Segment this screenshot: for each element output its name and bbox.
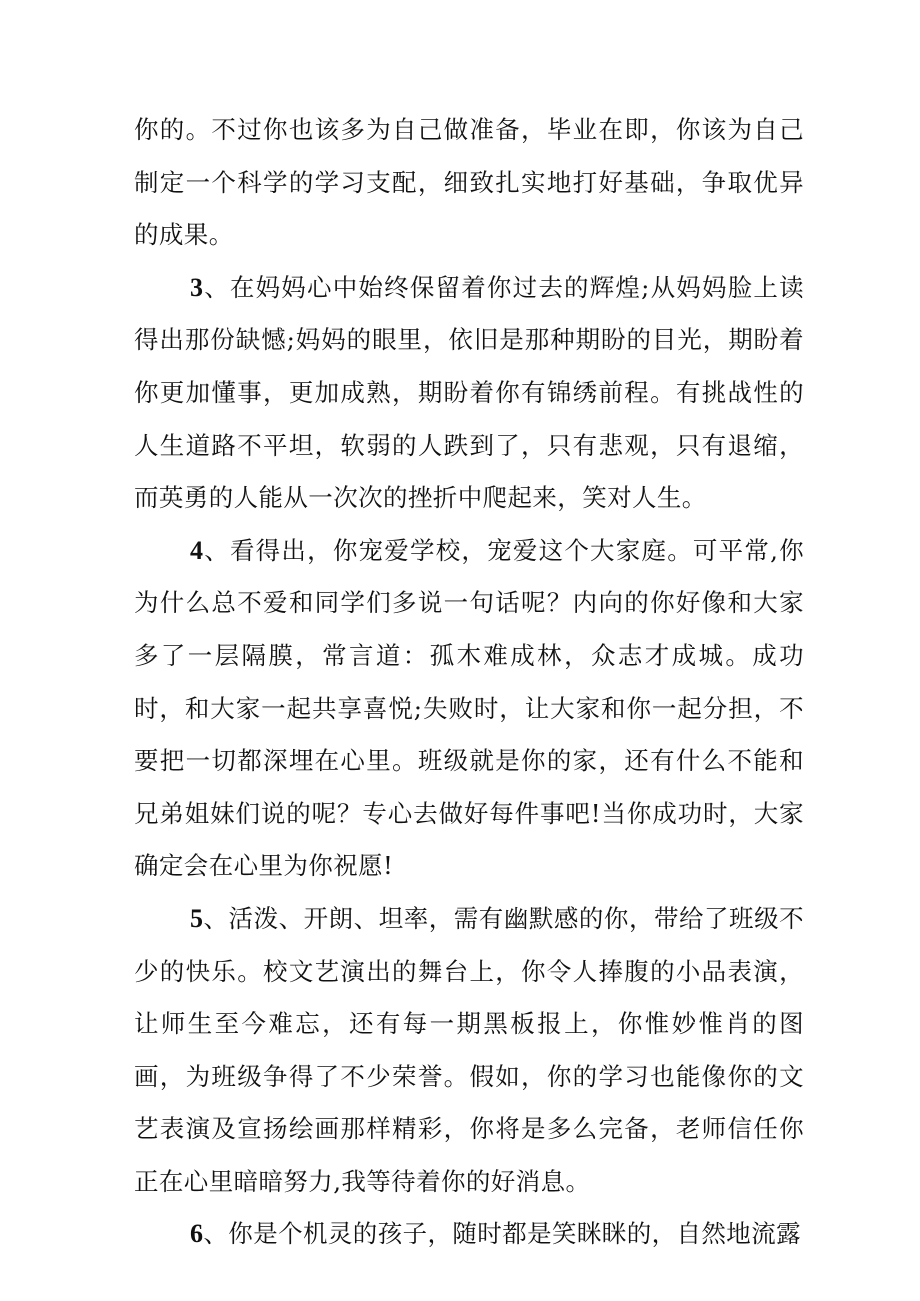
paragraph-text: 你的。不过你也该多为自己做准备，毕业在即，你该为自己制定一个科学的学习支配，细致扎实地打好基础，争取优异的成果。 [134,115,804,250]
item-number: 3 [190,272,204,302]
paragraph-item-5 [134,893,804,1209]
paragraph-text: 、你是个机灵的孩子，随时都是笑眯眯的，自然地流露 [203,1219,802,1249]
paragraph-text: 、在妈妈心中始终保留着你过去的辉煌;从妈妈脸上读得出那份缺憾;妈妈的眼里，依旧是那种期盼的目光，期盼着你更加懂事，更加成熟，期盼着你有锦绣前程。有挑战性的人生道路不平坦，软弱的人跌到了，只有悲观，只有退缩，而英勇的人能从一次次的挫折中爬起来，笑对人生。 [134,272,804,513]
item-number: 5 [190,903,204,933]
item-number: 4 [190,535,204,565]
paragraph-text: 、活泼、开朗、坦率，需有幽默感的你，带给了班级不少的快乐。校文艺演出的舞台上，你令人捧腹的小品表演，让师生至今难忘，还有每一期黑板报上，你惟妙惟肖的图画，为班级争得了不少荣誉。假如，你的学习也能像你的文艺表演及宣扬绘画那样精彩，你将是多么完备，老师信任你正在心里暗暗努力,我等待着你的好消息。 [134,903,804,1196]
paragraph-item-3 [134,262,804,525]
paragraph-item-6 [134,1208,804,1261]
item-number: 6 [190,1219,204,1249]
document-page [134,104,804,1261]
paragraph-item-4 [134,525,804,893]
paragraph-continuation [134,104,804,262]
paragraph-text: 、看得出，你宠爱学校，宠爱这个大家庭。可平常,你为什么总不爱和同学们多说一句话呢？内向的你好像和大家多了一层隔膜，常言道：孤木难成林，众志才成城。成功时，和大家一起共享喜悦;失败时，让大家和你一起分担，不要把一切都深埋在心里。班级就是你的家，还有什么不能和兄弟姐妹们说的呢？专心去做好每件事吧!当你成功时，大家确定会在心里为你祝愿! [134,535,804,881]
